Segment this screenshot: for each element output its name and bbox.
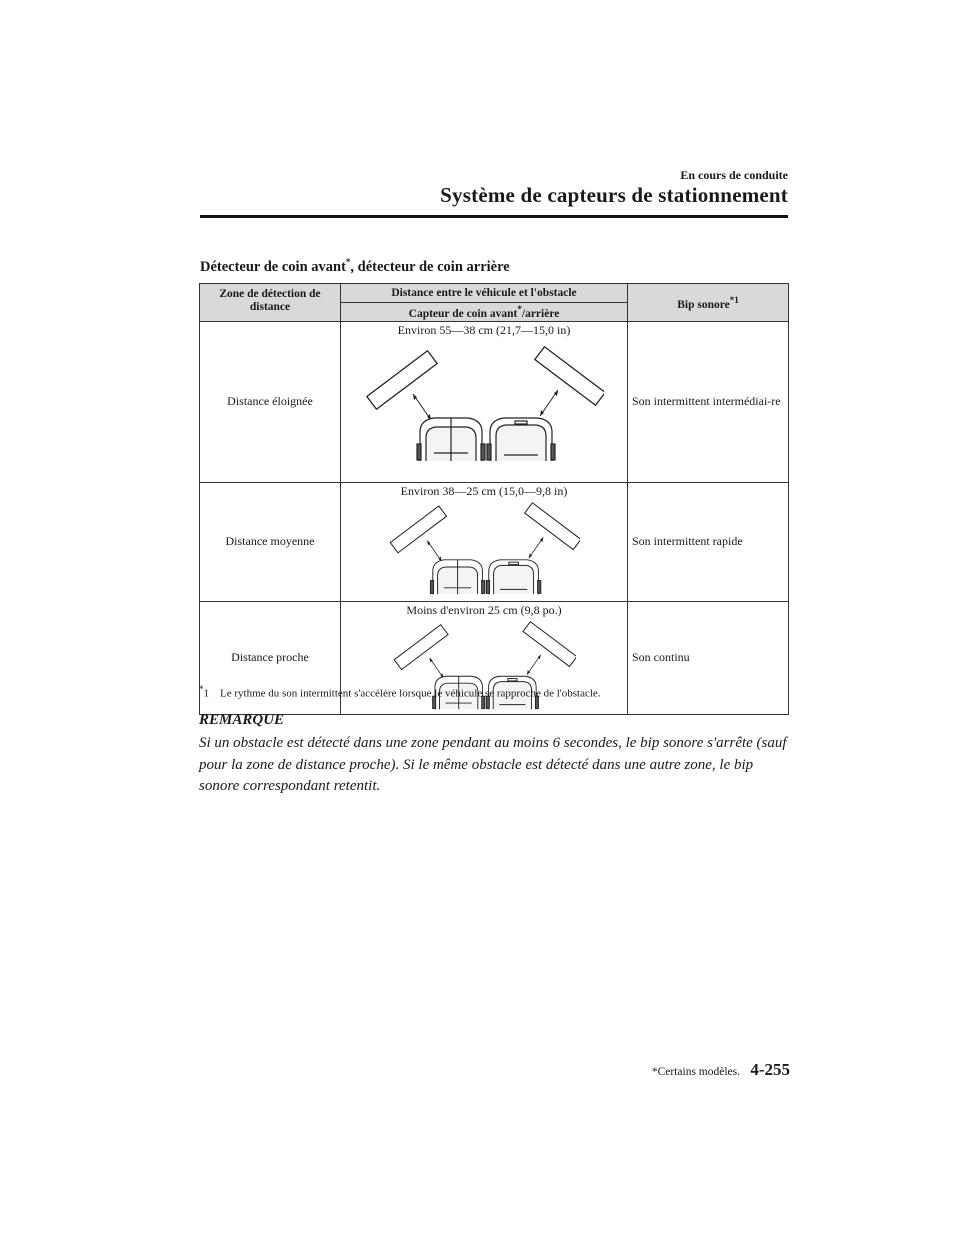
footnote bbox=[199, 684, 601, 700]
zone-cell: Distance éloignée bbox=[200, 321, 341, 482]
header-rule bbox=[200, 215, 788, 218]
header-bip-label: Bip sonore bbox=[677, 298, 730, 311]
header-zone: Zone de détection de distance bbox=[200, 284, 341, 322]
chapter-label: En cours de conduite bbox=[680, 168, 788, 182]
footnote-mark: * bbox=[199, 684, 204, 694]
distance-label: Environ 38―25 cm (15,0―9,8 in) bbox=[400, 483, 568, 498]
sensor-diagram-icon bbox=[364, 499, 604, 595]
distance-label: Moins d'environ 25 cm (9,8 po.) bbox=[406, 602, 562, 617]
footnote-text: Le rythme du son intermittent s'accélère lorsque le véhicule se rapproche de l'obstacle. bbox=[220, 687, 601, 700]
note-body: Si un obstacle est détecté dans une zone pendant au moins 6 secondes, le bip sonore s'arrête (sauf pour la zone de distance proche). Si le même obstacle est détecté dans une autre zone, le bip sonore correspondant retentit. bbox=[199, 735, 787, 794]
bip-cell: Son intermittent intermédiai-re bbox=[628, 321, 789, 482]
detection-table bbox=[199, 283, 789, 715]
header-bip bbox=[628, 284, 789, 322]
section-title-rest: , détecteur de coin arrière bbox=[350, 258, 510, 275]
header-bip-mark: *1 bbox=[729, 294, 739, 305]
section-title-mark: * bbox=[345, 257, 351, 267]
header-distance: Distance entre le véhicule et l'obstacle bbox=[341, 284, 628, 303]
table-row bbox=[200, 321, 789, 482]
header-capteur bbox=[341, 303, 628, 322]
figure-cell bbox=[341, 321, 628, 482]
models-note-text: Certains modèles. bbox=[657, 1066, 740, 1078]
section-title-main: Détecteur de coin avant bbox=[200, 258, 346, 275]
zone-cell: Distance moyenne bbox=[200, 482, 341, 601]
footnote-label: 1 bbox=[203, 687, 209, 700]
header-capteur-mark: * bbox=[517, 304, 522, 314]
distance-label: Environ 55―38 cm (21,7―15,0 in) bbox=[397, 322, 571, 337]
page-title: Système de capteurs de stationnement bbox=[440, 183, 788, 207]
models-note-mark: * bbox=[651, 1066, 658, 1078]
bip-cell: Son continu bbox=[628, 601, 789, 714]
bip-cell: Son intermittent rapide bbox=[628, 482, 789, 601]
figure-cell bbox=[341, 482, 628, 601]
header-capteur-label: Capteur de coin avant bbox=[408, 307, 518, 320]
models-note bbox=[652, 1066, 740, 1078]
page-number: 4-255 bbox=[750, 1060, 790, 1079]
zone-cell: Distance proche bbox=[200, 601, 341, 714]
table-row bbox=[200, 482, 789, 601]
note-heading: REMARQUE bbox=[199, 712, 285, 728]
section-title bbox=[200, 257, 510, 276]
sensor-diagram-icon bbox=[364, 338, 604, 466]
header-capteur-rest: /arrière bbox=[521, 307, 560, 320]
